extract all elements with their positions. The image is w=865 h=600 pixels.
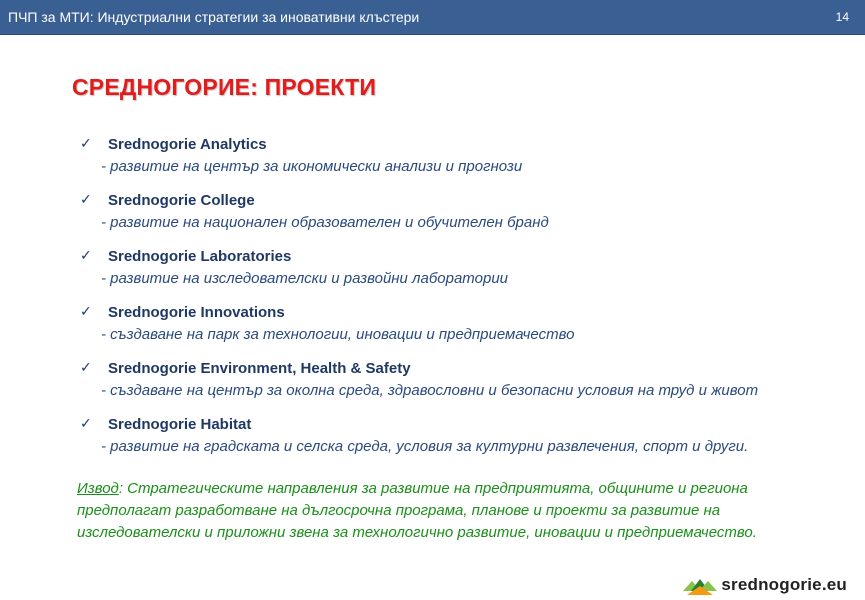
project-name: Srednogorie Habitat: [108, 416, 252, 433]
project-item: [0, 415, 865, 465]
project-name: Srednogorie Environment, Health & Safety: [108, 360, 411, 377]
checkmark-icon: ✓: [80, 247, 92, 263]
slide-header: [0, 0, 865, 35]
project-item: [0, 359, 865, 409]
logo-text: srednogorie.eu: [721, 575, 847, 594]
project-description: - развитие на градската и селска среда, условия за културни развлечения, спорт и други.: [101, 438, 749, 455]
project-description: - развитие на изследователски и развойни лаборатории: [101, 270, 509, 287]
checkmark-icon: ✓: [80, 135, 92, 151]
slide-title: СРЕДНОГОРИЕ: ПРОЕКТИ: [72, 74, 377, 100]
checkmark-icon: ✓: [80, 303, 92, 319]
srednogorie-logo: [683, 572, 847, 598]
checkmark-icon: ✓: [80, 191, 92, 207]
page-number: 14: [835, 10, 849, 24]
mountain-logo-icon: [683, 575, 717, 595]
project-description: - създаване на център за околна среда, здравословни и безопасни условия на труд и живот: [101, 382, 759, 399]
conclusion-label: Извод: [77, 480, 119, 497]
project-name: Srednogorie College: [108, 192, 255, 209]
conclusion-body: : Стратегическите направления за развитие на предприятията, общините и региона предполагат разработване на дългосрочна програма, планове и проекти за развитие на изследователски и приложни звена за технологично развитие, иновации и предприемачество.: [77, 480, 757, 541]
header-title: ПЧП за МТИ: Индустриални стратегии за иновативни клъстери: [8, 9, 420, 25]
project-item: [0, 191, 865, 241]
project-item: [0, 247, 865, 297]
project-item: [0, 135, 865, 185]
project-description: - развитие на национален образователен и обучителен бранд: [101, 214, 549, 231]
checkmark-icon: ✓: [80, 415, 92, 431]
project-name: Srednogorie Analytics: [108, 136, 267, 153]
project-name: Srednogorie Laboratories: [108, 248, 292, 265]
project-name: Srednogorie Innovations: [108, 304, 285, 321]
project-description: - развитие на център за икономически анализи и прогнози: [101, 158, 523, 175]
project-description: - създаване на парк за технологии, иновации и предприемачество: [101, 326, 575, 343]
conclusion-text: [77, 478, 837, 544]
project-item: [0, 303, 865, 353]
checkmark-icon: ✓: [80, 359, 92, 375]
